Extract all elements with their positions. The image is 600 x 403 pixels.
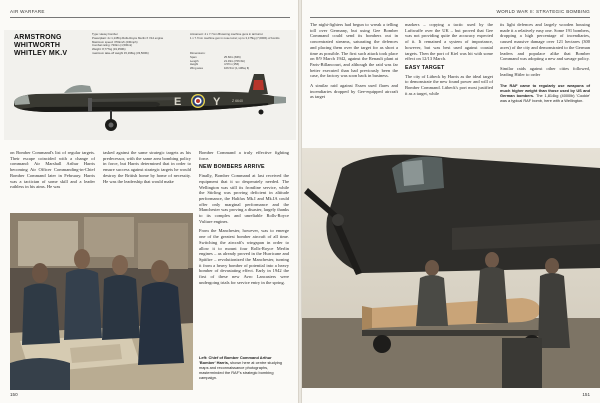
spec-line: maximum take-off weight 15,196kg (33,500lb) [92, 50, 149, 55]
dimensions-label: Dimensions: [190, 51, 206, 55]
dimension-row: Height 4.57m (15ft) [190, 62, 240, 67]
squadron-letter-left: E [174, 96, 182, 108]
dimension-row: Span 25.60m (84ft) [190, 54, 241, 59]
aircraft-dimensions [190, 52, 290, 71]
section-subhead: NEW BOMBERS ARRIVE [199, 164, 265, 171]
spec-line: Maximum speed: 370km/h (230mph) [92, 39, 138, 44]
spec-line: Weight: 8,777kg (19,350lb) [92, 47, 126, 52]
aircraft-title: ARMSTRONG WHITWORTH WHITLEY MK.V [14, 34, 68, 57]
spec-line: Combat rating: 720km (1,500mi) [92, 43, 133, 48]
dimension-row: Wing area 106.5m² (1,138sq ft) [190, 66, 250, 71]
right-page [302, 0, 600, 403]
photo-caption-left: Left: Chief of Bomber Command Arthur 'Bomber' Harris, shown here at centre studying maps and reconnaissance photographs, masterminded the RAF's strategic bombing campaign. [199, 355, 282, 380]
aircraft-specs-left [92, 33, 187, 56]
bomb-loading-photo [302, 148, 600, 388]
body-column-5: markers – copying a tactic used by the Luftwaffe over the UK – but proved that Gee was not providing quite the accuracy expected of it. It remained a system of importance, however, but was best used against coastal targets. Then the port of Kiel was hit with some effect on 12/13 March. EASY TARGET The city of Lübeck by Harris as the ideal target to demonstrate the new found power and will of Bomber Command. Lübeck's port most justified it as a target, while [405, 22, 493, 96]
header-rule-right [310, 17, 590, 18]
section-subhead-easy-target: EASY TARGET [405, 64, 445, 71]
running-header-right: WORLD WAR II: STRATEGIC BOMBING [496, 9, 590, 14]
harris-map-room-photo [10, 213, 193, 390]
body-column-4: The night-fighters had begun to wreak a telling toll over Germany, but using Gee Bomber Command could send its bombers out in concentrated streams, saturating the defences and placing them over the target for as short a time as possible. The first such attack took place on 8/9 March 1942, against the Renault plant at Paris-Billancourt, and although the raid was far better executed than had previously been the case, the factory was soon back in business. A similar raid against Essen used flares and incendiaries dropped by Gee-equipped aircraft as target [310, 22, 398, 100]
spec-line: Armament: 4 x 7.7mm Browning machine guns in tail turret [190, 32, 263, 36]
photo-caption-right: The RAF came to regularly use weapons of much higher weight than those used by US and German bombers. The 1,814kg (4000lb) 'Cookie' was a typical RAF bomb, here with a Wellington. [500, 83, 591, 104]
page-number-right: 151 [582, 392, 590, 397]
body-column-1: on Bomber Command's list of regular targets. Their escape coincided with a change of command: Air Marshall Arthur Harris becoming Air Officer Commanding-in-Chief Bomber Command later in February. Harris was a tactician of some skill and a leader ruthless in his aims. He was [10, 150, 95, 190]
aircraft-serial: Z 6640 [232, 99, 243, 103]
aircraft-specs-right [190, 33, 290, 41]
running-header-left: AIR WARFARE [10, 9, 45, 14]
spec-line: 1 x 7.7mm machine gun in nose turret; up to 3,175kg (7,000lb) of bombs [190, 35, 280, 40]
dimension-row: Length 21.49m (70ft 6in) [190, 58, 246, 63]
body-column-2: tasked against the same strategic targets as his predecessor, with the same area bombing policy in force, but Harris determined that in order to ensure success against strategic targets he would destroy the British home by home of necessity. He was the leadership that would make [103, 150, 191, 184]
spec-line: Powerplant: 2x 1,145hp Rolls-Royce Merlin X V12 engine [92, 35, 164, 40]
whitley-profile-illustration [6, 72, 294, 134]
squadron-letter-right: Y [213, 96, 221, 108]
page-number-left: 150 [10, 392, 18, 397]
spec-line: Type: Heavy bomber [92, 32, 118, 36]
header-rule-left [10, 17, 290, 18]
body-column-3: Bomber Command a truly effective fighting force. NEW BOMBERS ARRIVE Finally, Bomber Command at last received the equipment that it so desperately needed. The Wellington was still its frontline service, while the Stirling was proving deficient in altitude performance, the Halifax Mk.I and Mk.IA could offer only marginal performance and the Manchester was proving a disaster, largely thanks to its complex and unreliable Rolls-Royce Vulture engines. From the Manchester, however, was to emerge one of the greatest bomber aircraft of all time. Switching the aircraft's wingspan in order to allow it to mount four Rolls-Royce Merlin engines – as already proved in the Hurricane and Spitfire – revolutionized the Manchester, turning it from a heavy bomber of potential into a heavy bomber of devastating effect. Early in 1942 the first of these new Avro Lancasters were undergoing trials for service entry in the spring. [199, 150, 289, 285]
left-page [0, 0, 298, 403]
body-column-6: its light defences and largely wooden housing made it a relatively easy one. Some 191 bombers, dropping a high percentage of incendiaries, caused massive damage over 121 hectares (300 acres) of the city and demonstrated to the German leaders and populace alike that Bomber Command was adopting a new and savage policy. Similar raids against other cities followed, leading Hitler to order The RAF came to regularly use weapons of much higher weight than those used by US and German bombers. The 1,814kg (4000lb) 'Cookie' was a typical RAF bomb, here with a Wellington. [500, 22, 591, 104]
